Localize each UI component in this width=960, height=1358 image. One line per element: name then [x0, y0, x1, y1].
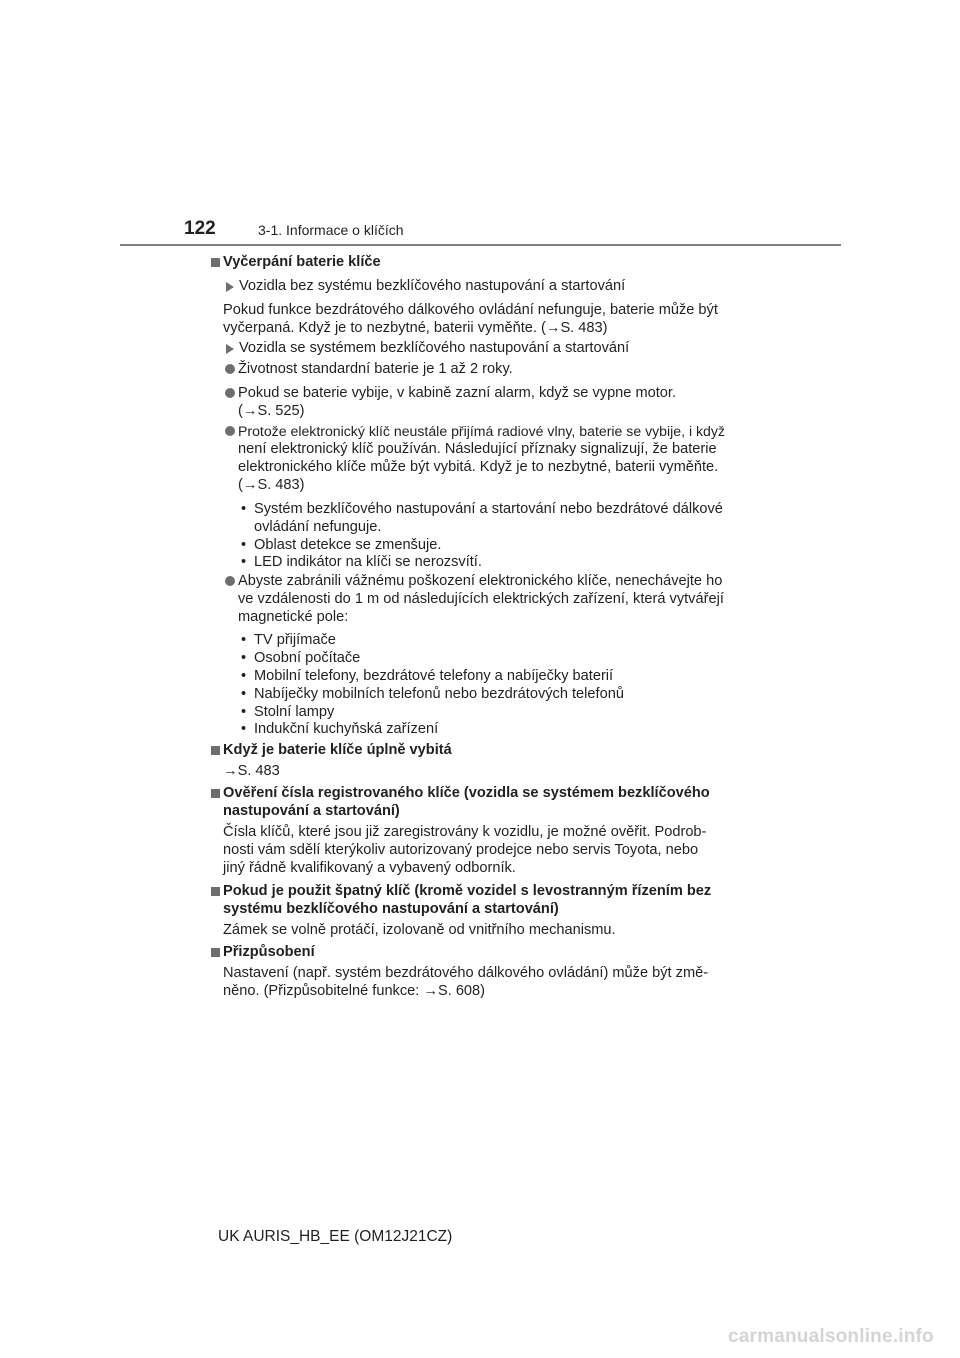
- header-divider: [120, 244, 841, 246]
- paragraph-line: ve vzdálenosti do 1 m od následujících elektrických zařízení, která vytvářejí: [238, 591, 724, 607]
- section-heading: Přizpůsobení: [223, 944, 315, 960]
- square-bullet-icon: [211, 887, 220, 896]
- square-bullet-icon: [211, 948, 220, 957]
- paragraph-line: Čísla klíčů, které jsou již zaregistrovány k vozidlu, je možné ověřit. Podrob-: [223, 824, 707, 840]
- square-bullet-icon: [211, 789, 220, 798]
- dot-bullet-icon: •: [241, 704, 247, 720]
- section-title: 3-1. Informace o klíčích: [258, 222, 404, 238]
- paragraph-line: →S. 483: [223, 763, 280, 779]
- dot-bullet-icon: •: [241, 668, 247, 684]
- list-item: ovládání nefunguje.: [254, 519, 382, 535]
- paragraph-line: Pokud funkce bezdrátového dálkového ovládání nefunguje, baterie může být: [223, 302, 718, 318]
- list-item: TV přijímače: [254, 632, 336, 648]
- dot-bullet-icon: •: [241, 721, 247, 737]
- document-code: UK AURIS_HB_EE (OM12J21CZ): [218, 1228, 453, 1245]
- dot-bullet-icon: •: [241, 686, 247, 702]
- circle-bullet-icon: [225, 364, 235, 374]
- paragraph-line: (→S. 483): [238, 477, 305, 493]
- triangle-bullet-icon: [226, 344, 234, 354]
- paragraph-line: není elektronický klíč používán. Následující příznaky signalizují, že baterie: [238, 441, 717, 457]
- list-item: Indukční kuchyňská zařízení: [254, 721, 439, 737]
- circle-bullet-icon: [225, 388, 235, 398]
- page-number: 122: [184, 218, 216, 239]
- subheading: Vozidla se systémem bezklíčového nastupování a startování: [239, 340, 630, 356]
- square-bullet-icon: [211, 746, 220, 755]
- paragraph-line: jiný řádně kvalifikovaný a vybavený odborník.: [223, 860, 516, 876]
- paragraph-line: elektronického klíče může být vybitá. Když je to nezbytné, baterii vyměňte.: [238, 459, 719, 475]
- paragraph-line: (→S. 525): [238, 403, 305, 419]
- list-item: LED indikátor na klíči se nerozsvítí.: [254, 554, 482, 570]
- section-heading: Ověření čísla registrovaného klíče (vozidla se systémem bezklíčového: [223, 785, 710, 801]
- section-heading: nastupování a startování): [223, 803, 400, 819]
- circle-bullet-icon: [225, 426, 235, 436]
- paragraph-line: nosti vám sdělí kterýkoliv autorizovaný prodejce nebo servis Toyota, nebo: [223, 842, 699, 858]
- list-item: Nabíječky mobilních telefonů nebo bezdrátových telefonů: [254, 686, 624, 702]
- dot-bullet-icon: •: [241, 554, 247, 570]
- paragraph-line: vyčerpaná. Když je to nezbytné, baterii vyměňte. (→S. 483): [223, 320, 608, 336]
- section-heading: Vyčerpání baterie klíče: [223, 254, 381, 270]
- list-item: Osobní počítače: [254, 650, 361, 666]
- list-item: Oblast detekce se zmenšuje.: [254, 537, 442, 553]
- circle-bullet-icon: [225, 576, 235, 586]
- dot-bullet-icon: •: [241, 501, 247, 517]
- section-heading: Když je baterie klíče úplně vybitá: [223, 742, 452, 758]
- dot-bullet-icon: •: [241, 650, 247, 666]
- list-item: Stolní lampy: [254, 704, 335, 720]
- list-item: Systém bezklíčového nastupování a startování nebo bezdrátové dálkové: [254, 501, 723, 517]
- paragraph-line: Životnost standardní baterie je 1 až 2 roky.: [238, 361, 513, 377]
- paragraph-line: Protože elektronický klíč neustále přijímá radiové vlny, baterie se vybije, i když: [238, 423, 725, 439]
- section-heading: systému bezklíčového nastupování a startování): [223, 901, 559, 917]
- paragraph-line: něno. (Přizpůsobitelné funkce: →S. 608): [223, 983, 486, 999]
- paragraph-line: Nastavení (např. systém bezdrátového dálkového ovládání) může být změ-: [223, 965, 709, 981]
- list-item: Mobilní telefony, bezdrátové telefony a nabíječky baterií: [254, 668, 614, 684]
- paragraph-line: Zámek se volně protáčí, izolovaně od vnitřního mechanismu.: [223, 922, 616, 938]
- paragraph-line: Abyste zabránili vážnému poškození elektronického klíče, nenechávejte ho: [238, 573, 723, 589]
- subheading: Vozidla bez systému bezklíčového nastupování a startování: [239, 278, 626, 294]
- dot-bullet-icon: •: [241, 537, 247, 553]
- square-bullet-icon: [211, 258, 220, 267]
- watermark: carmanualsonline.info: [728, 1326, 934, 1347]
- paragraph-line: Pokud se baterie vybije, v kabině zazní alarm, když se vypne motor.: [238, 385, 677, 401]
- section-heading: Pokud je použit špatný klíč (kromě vozidel s levostranným řízením bez: [223, 883, 712, 899]
- dot-bullet-icon: •: [241, 632, 247, 648]
- paragraph-line: magnetické pole:: [238, 609, 349, 625]
- triangle-bullet-icon: [226, 282, 234, 292]
